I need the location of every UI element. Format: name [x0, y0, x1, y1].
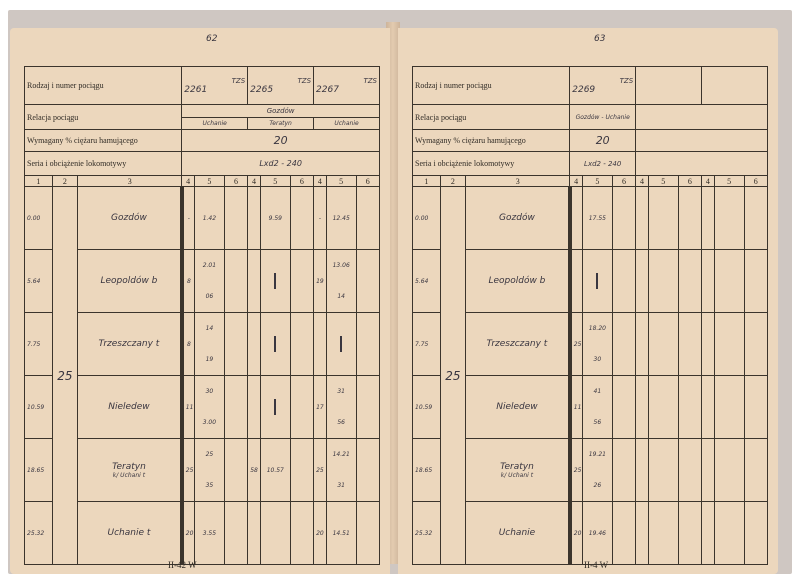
empty-cell [702, 439, 715, 502]
column-number: 6 [612, 176, 635, 187]
empty-cell [702, 376, 715, 439]
empty-cell [678, 187, 701, 250]
km-value: 7.75 [25, 313, 53, 376]
train-number: 2261 [184, 84, 208, 95]
stop-minutes: 8 [182, 250, 195, 313]
time-cell [326, 187, 356, 250]
empty-cell [648, 376, 678, 439]
speed-value: 25 [52, 187, 78, 565]
empty-cell [612, 376, 635, 439]
stop-minutes [248, 313, 261, 376]
train-cell-empty-2 [636, 67, 702, 105]
station-row [25, 250, 380, 313]
time-cell [260, 376, 290, 439]
column-number: 5 [260, 176, 290, 187]
station-name-cell [78, 502, 182, 565]
time-cell [260, 502, 290, 565]
column-number: 5 [195, 176, 225, 187]
train-number: 2265 [250, 84, 274, 95]
empty-cell [702, 313, 715, 376]
station-name: Gozdów [499, 213, 535, 223]
time-value: 9.59 [268, 214, 282, 222]
station-name-cell [78, 313, 182, 376]
time-value: 3.00 [202, 419, 217, 426]
empty-cell [714, 439, 744, 502]
time-cell [326, 376, 356, 439]
empty-cell [224, 187, 247, 250]
column-number: 2 [52, 176, 78, 187]
station-name: Teratyn [500, 461, 534, 472]
station-row [413, 313, 768, 376]
stop-minutes: 20 [570, 502, 583, 565]
time-value: 14.21 [332, 451, 350, 458]
time-cell [583, 313, 613, 376]
time-cell [583, 502, 613, 565]
empty-cell [290, 187, 313, 250]
km-value: 5.64 [413, 250, 441, 313]
time-value: 25 [205, 451, 214, 458]
empty-cell [612, 250, 635, 313]
empty-cell [356, 376, 379, 439]
empty-cell [678, 250, 701, 313]
km-value: 5.64 [25, 250, 53, 313]
pass-through-mark [340, 336, 342, 352]
station-name: Gozdów [111, 213, 147, 223]
train-cell-2 [248, 67, 314, 105]
train-type: TZS [231, 76, 246, 85]
train-label: Rodzaj i numer pociągu [413, 67, 570, 105]
station-row [25, 502, 380, 565]
empty-cell [224, 250, 247, 313]
empty-cell [744, 439, 767, 502]
column-number: 1 [25, 176, 53, 187]
empty-cell [744, 502, 767, 565]
time-value: 17.55 [588, 214, 606, 222]
station-name: Leopoldów b [100, 276, 158, 286]
column-number: 4 [248, 176, 261, 187]
time-cell [195, 250, 225, 313]
stop-minutes: 19 [314, 250, 327, 313]
loco-value: Lxd2 - 240 [182, 152, 380, 176]
empty-cell [714, 376, 744, 439]
stop-minutes: 11 [182, 376, 195, 439]
column-number: 5 [714, 176, 744, 187]
stop-minutes: 25 [182, 439, 195, 502]
train-type: TZS [619, 76, 634, 85]
loco-label: Seria i obciążenie lokomotywy [25, 152, 182, 176]
km-value: 10.59 [413, 376, 441, 439]
column-number: 6 [224, 176, 247, 187]
station-name: Nieledew [108, 402, 150, 412]
train-cell-1 [182, 67, 248, 105]
stop-minutes: 25 [570, 313, 583, 376]
station-name: Trzeszczany t [486, 339, 548, 349]
station-name: Nieledew [496, 402, 538, 412]
station-row [413, 376, 768, 439]
station-name-cell [78, 250, 182, 313]
time-cell [583, 439, 613, 502]
empty-cell [224, 439, 247, 502]
stop-minutes [314, 313, 327, 376]
stop-minutes: - [182, 187, 195, 250]
empty-cell [290, 439, 313, 502]
km-value: 0.00 [413, 187, 441, 250]
empty-cell [678, 502, 701, 565]
station-name-cell [78, 439, 182, 502]
time-cell [195, 376, 225, 439]
column-number: 4 [314, 176, 327, 187]
time-value: 19 [205, 356, 214, 363]
empty-cell [636, 187, 649, 250]
station-name: Trzeszczany t [98, 339, 160, 349]
station-name-note: k/ Uchani t [500, 471, 534, 479]
column-number: 4 [570, 176, 583, 187]
empty-cell [290, 250, 313, 313]
stop-minutes: 11 [570, 376, 583, 439]
relation-bottom-3: Uchanie [314, 118, 380, 130]
station-name-cell [466, 376, 570, 439]
time-value: 1.42 [202, 214, 217, 222]
stop-minutes: 8 [182, 313, 195, 376]
column-number: 1 [413, 176, 441, 187]
right-footer: II-4 W [584, 560, 609, 570]
empty-cell [636, 313, 649, 376]
empty-cell [612, 502, 635, 565]
stop-minutes: 25 [570, 439, 583, 502]
pass-through-mark [596, 273, 598, 289]
empty-cell [714, 502, 744, 565]
empty-cell [224, 313, 247, 376]
left-timetable [24, 66, 380, 565]
column-number: 2 [440, 176, 466, 187]
column-number: 5 [583, 176, 613, 187]
time-cell [195, 439, 225, 502]
braking-value: 20 [570, 130, 636, 152]
empty-cell [636, 250, 649, 313]
column-number: 3 [466, 176, 570, 187]
time-value: 12.45 [332, 214, 350, 222]
loco-value: Lxd2 - 240 [570, 152, 636, 176]
empty-cell [356, 502, 379, 565]
empty-cell [356, 313, 379, 376]
time-cell [583, 187, 613, 250]
train-number: 2269 [572, 84, 596, 95]
empty-cell [224, 376, 247, 439]
time-cell [260, 313, 290, 376]
empty-cell [648, 313, 678, 376]
time-cell [326, 502, 356, 565]
left-page [10, 28, 390, 574]
time-value: 3.55 [202, 529, 217, 537]
empty-cell [714, 187, 744, 250]
empty-cell [636, 502, 649, 565]
stop-minutes [248, 376, 261, 439]
station-row [25, 187, 380, 250]
pass-through-mark [274, 336, 276, 352]
right-timetable [412, 66, 768, 565]
time-value: 2.01 [202, 262, 217, 269]
time-value: 41 [593, 388, 602, 395]
time-value: 19.21 [588, 451, 606, 458]
empty-cell [648, 439, 678, 502]
station-name-cell [466, 187, 570, 250]
left-page-number: 62 [206, 34, 218, 44]
station-name-cell [466, 502, 570, 565]
time-value: 14 [205, 325, 214, 332]
empty-cell [356, 187, 379, 250]
relation-value: Gozdów - Uchanie [570, 105, 636, 130]
empty-cell [714, 250, 744, 313]
station-name: Uchanie t [107, 528, 151, 538]
station-row [25, 376, 380, 439]
stop-minutes [570, 187, 583, 250]
train-cell-3 [314, 67, 380, 105]
time-cell [326, 250, 356, 313]
empty-cell [356, 250, 379, 313]
column-number: 6 [678, 176, 701, 187]
km-value: 7.75 [413, 313, 441, 376]
empty-cell [612, 187, 635, 250]
column-number: 5 [326, 176, 356, 187]
time-cell [195, 187, 225, 250]
empty-cell [702, 250, 715, 313]
empty-cell [744, 313, 767, 376]
time-cell [326, 313, 356, 376]
relation-label: Relacja pociągu [413, 105, 570, 130]
column-number-row [413, 176, 768, 187]
column-number: 4 [702, 176, 715, 187]
braking-label: Wymagany % ciężaru hamującego [413, 130, 570, 152]
stop-minutes: - [314, 187, 327, 250]
empty-cell [678, 313, 701, 376]
station-row [413, 250, 768, 313]
empty-cell [648, 187, 678, 250]
time-cell [195, 502, 225, 565]
pass-through-mark [274, 399, 276, 415]
column-number-row [25, 176, 380, 187]
time-value: 56 [593, 419, 602, 426]
right-page-number: 63 [594, 34, 606, 44]
relation-bottom-1: Uchanie [182, 118, 248, 130]
column-number: 6 [744, 176, 767, 187]
empty-cell [648, 502, 678, 565]
station-name-cell [466, 250, 570, 313]
stop-minutes [248, 502, 261, 565]
time-value: 14.51 [332, 529, 350, 537]
time-value: 30 [205, 388, 214, 395]
station-name: Uchanie [498, 528, 536, 538]
braking-value: 20 [182, 130, 380, 152]
braking-label: Wymagany % ciężaru hamującego [25, 130, 182, 152]
empty-cell [702, 502, 715, 565]
time-value: 13.06 [332, 262, 350, 269]
empty-cell [702, 187, 715, 250]
train-cell-empty-3 [702, 67, 768, 105]
station-row [413, 187, 768, 250]
relation-empty [636, 105, 768, 130]
time-value: 26 [593, 482, 602, 489]
column-number: 5 [648, 176, 678, 187]
time-value: 06 [205, 293, 214, 300]
relation-bottom-2: Teratyn [248, 118, 314, 130]
right-page [398, 28, 778, 574]
stop-minutes: 58 [248, 439, 261, 502]
empty-cell [290, 313, 313, 376]
station-row [25, 313, 380, 376]
time-value: 35 [205, 482, 214, 489]
empty-cell [612, 439, 635, 502]
left-footer: II-42 W [168, 560, 197, 570]
station-name-cell [466, 439, 570, 502]
station-name-cell [78, 376, 182, 439]
empty-cell [744, 376, 767, 439]
time-value: 56 [337, 419, 345, 426]
train-number: 2267 [316, 84, 339, 95]
time-value: 10.57 [266, 466, 284, 474]
empty-cell [290, 376, 313, 439]
speed-value: 25 [440, 187, 466, 565]
station-name: Leopoldów b [488, 276, 546, 286]
stop-minutes [570, 250, 583, 313]
loco-label: Seria i obciążenie lokomotywy [413, 152, 570, 176]
empty-cell [612, 313, 635, 376]
stop-minutes: 17 [314, 376, 327, 439]
relation-label: Relacja pociągu [25, 105, 182, 130]
km-value: 25.32 [413, 502, 441, 565]
km-value: 18.65 [25, 439, 53, 502]
time-value: 30 [593, 356, 602, 363]
empty-cell [744, 187, 767, 250]
empty-cell [648, 250, 678, 313]
km-value: 0.00 [25, 187, 53, 250]
stop-minutes: 20 [182, 502, 195, 565]
stop-minutes: 25 [314, 439, 327, 502]
train-type: TZS [297, 76, 312, 85]
empty-cell [224, 502, 247, 565]
time-cell [583, 250, 613, 313]
column-number: 4 [636, 176, 649, 187]
pass-through-mark [274, 273, 276, 289]
time-cell [260, 250, 290, 313]
relation-top: Gozdów [182, 105, 380, 118]
column-number: 6 [356, 176, 379, 187]
train-type: TZS [363, 76, 377, 85]
empty-cell [356, 439, 379, 502]
loco-empty [636, 152, 768, 176]
time-cell [260, 187, 290, 250]
column-number: 3 [78, 176, 182, 187]
km-value: 18.65 [413, 439, 441, 502]
km-value: 25.32 [25, 502, 53, 565]
empty-cell [636, 376, 649, 439]
station-name: Teratyn [112, 461, 146, 472]
empty-cell [714, 313, 744, 376]
time-value: 31 [337, 388, 345, 395]
time-value: 14 [337, 293, 345, 300]
empty-cell [290, 502, 313, 565]
stop-minutes: 20 [314, 502, 327, 565]
station-row [25, 439, 380, 502]
time-cell [326, 439, 356, 502]
empty-cell [744, 250, 767, 313]
empty-cell [678, 376, 701, 439]
time-cell [583, 376, 613, 439]
time-value: 19.46 [588, 529, 606, 537]
km-value: 10.59 [25, 376, 53, 439]
station-row [413, 439, 768, 502]
braking-empty [636, 130, 768, 152]
stop-minutes [248, 250, 261, 313]
column-number: 6 [290, 176, 313, 187]
station-name-note: k/ Uchani t [112, 471, 146, 479]
column-number: 4 [182, 176, 195, 187]
stop-minutes [248, 187, 261, 250]
train-cell-1 [570, 67, 636, 105]
station-name-cell [466, 313, 570, 376]
empty-cell [678, 439, 701, 502]
empty-cell [636, 439, 649, 502]
time-cell [195, 313, 225, 376]
time-cell [260, 439, 290, 502]
time-value: 31 [337, 482, 345, 489]
time-value: 18.20 [588, 325, 606, 332]
train-label: Rodzaj i numer pociągu [25, 67, 182, 105]
station-name-cell [78, 187, 182, 250]
station-row [413, 502, 768, 565]
